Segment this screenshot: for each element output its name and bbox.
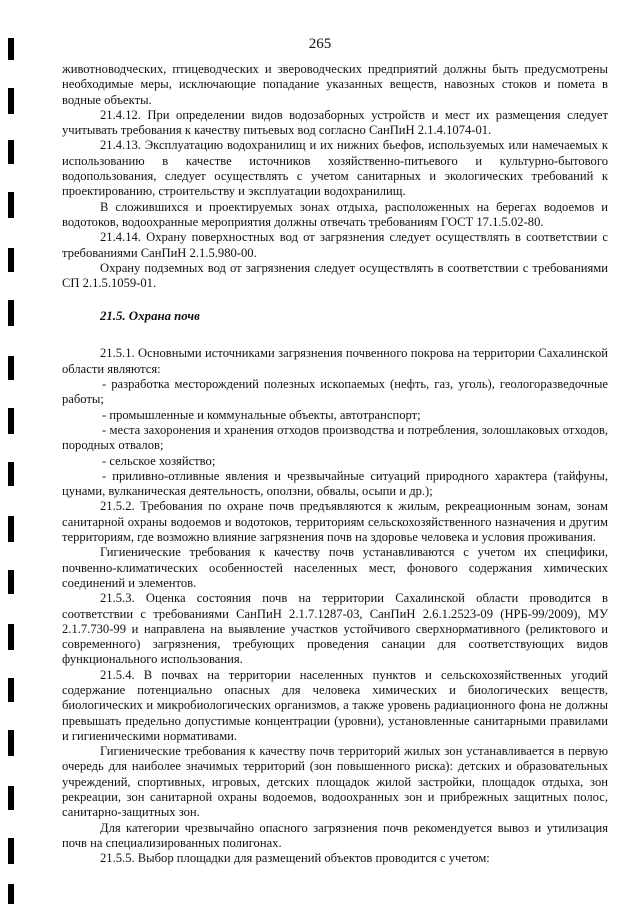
page-body [62, 62, 608, 867]
binding-mark [8, 678, 14, 702]
binding-marks [0, 0, 16, 905]
binding-mark [8, 88, 14, 114]
binding-mark [8, 300, 14, 326]
list-item: - приливно-отливные явления и чрезвычайные ситуаций природного характера (тайфуны, цунами, вулканическая деятельность, оползни, обвалы, осыпи и др.); [62, 468, 608, 499]
binding-mark [8, 786, 14, 810]
paragraph: 21.4.12. При определении видов водозаборных устройств и мест их размещения следует учитывать требования к качеству питьевых вод согласно СанПиН 2.1.4.1074-01. [62, 107, 608, 138]
section-heading: 21.5. Охрана почв [100, 309, 200, 324]
paragraph: 21.5.1. Основными источниками загрязнения почвенного покрова на территории Сахалинской области являются: [62, 346, 608, 376]
paragraph: В сложившихся и проектируемых зонах отдыха, расположенных на берегах водоемов и водотоков, водоохранные мероприятия должны отвечать требованиям ГОСТ 17.1.5.02-80. [62, 199, 608, 229]
binding-mark [8, 516, 14, 542]
paragraph: 21.4.13. Эксплуатацию водохранилищ и их нижних бьефов, используемых или намечаемых к использованию в качестве источников хозяйственно-питьевого и культурно-бытового водопользования, следует осуществлять с учетом санитарных и экологических требований к проектированию, строительству и эксплуатации водохранилищ. [62, 138, 608, 199]
paragraph: животноводческих, птицеводческих и звероводческих предприятий должны быть предусмотрены необходимые меры, исключающие попадание указанных веществ, навозных стоков и помета в водные объекты. [62, 62, 608, 107]
list-item: - места захоронения и хранения отходов производства и потребления, золошлаковых отходов, породных отвалов; [62, 422, 608, 453]
paragraph: 21.5.5. Выбор площадки для размещений объектов проводится с учетом: [100, 851, 490, 866]
list-item: - сельское хозяйство; [102, 453, 216, 468]
paragraph: Охрану подземных вод от загрязнения следует осуществлять в соответствии с требованиями СП 2.1.5.1059-01. [62, 260, 608, 291]
paragraph: Для категории чрезвычайно опасного загрязнения почв рекомендуется вывоз и утилизация почв на специализированных полигонах. [62, 820, 608, 850]
binding-mark [8, 570, 14, 594]
paragraph: Гигиенические требования к качеству почв территорий жилых зон устанавливается в первую очередь для наиболее значимых территорий (зон повышенного риска): детских и образовательных учреждений, спортивных, игровых, детских площадок жилой застройки, площадок отдыха, зон рекреации, зон санитарной охраны водоемов, водоохранных зон и прибрежных защитных полос, санитарно-защитных зон. [62, 744, 608, 820]
binding-mark [8, 884, 14, 904]
binding-mark [8, 192, 14, 218]
binding-mark [8, 248, 14, 272]
binding-mark [8, 462, 14, 486]
binding-mark [8, 838, 14, 864]
binding-mark [8, 356, 14, 380]
paragraph: 21.4.14. Охрану поверхностных вод от загрязнения следует осуществлять в соответствии с требованиями СанПиН 2.1.5.980-00. [62, 230, 608, 260]
list-item: - промышленные и коммунальные объекты, автотранспорт; [102, 407, 421, 422]
binding-mark [8, 408, 14, 434]
paragraph: Гигиенические требования к качеству почв устанавливаются с учетом их специфики, почвенно-климатических особенностей населенных мест, фонового содержания химических соединений и элементов. [62, 545, 608, 590]
binding-mark [8, 140, 14, 164]
paragraph: 21.5.2. Требования по охране почв предъявляются к жилым, рекреационным зонам, зонам санитарной охраны водоемов и водотоков, территориям сельскохозяйственного назначения и другим территориям, где возможно влияние загрязнения почв на здоровье человека и условия проживания. [62, 499, 608, 545]
page-number: 265 [308, 36, 332, 52]
paragraph: 21.5.4. В почвах на территории населенных пунктов и сельскохозяйственных угодий содержание потенциально опасных для человека химических и биологических веществ, биологических и микробиологических организмов, а также уровень радиационного фона не должны превышать предельно допустимые концентрации (уровни), установленные санитарными правилами и гигиеническими нормативами. [62, 667, 608, 743]
paragraph: 21.5.3. Оценка состояния почв на территории Сахалинской области проводится в соответствии с требованиями СанПиН 2.1.7.1287-03, СанПиН 2.6.1.2523-09 (НРБ-99/2009), МУ 2.1.7.730-99 и направлена на выявление участков устойчивого сверхнормативного (реликтового и современного) загрязнения, требующих проведения санации для соответствующих видов функционального использования. [62, 591, 608, 667]
binding-mark [8, 624, 14, 650]
binding-mark [8, 730, 14, 756]
list-item: - разработка месторождений полезных ископаемых (нефть, газ, уголь), геологоразведочные работы; [62, 377, 608, 407]
